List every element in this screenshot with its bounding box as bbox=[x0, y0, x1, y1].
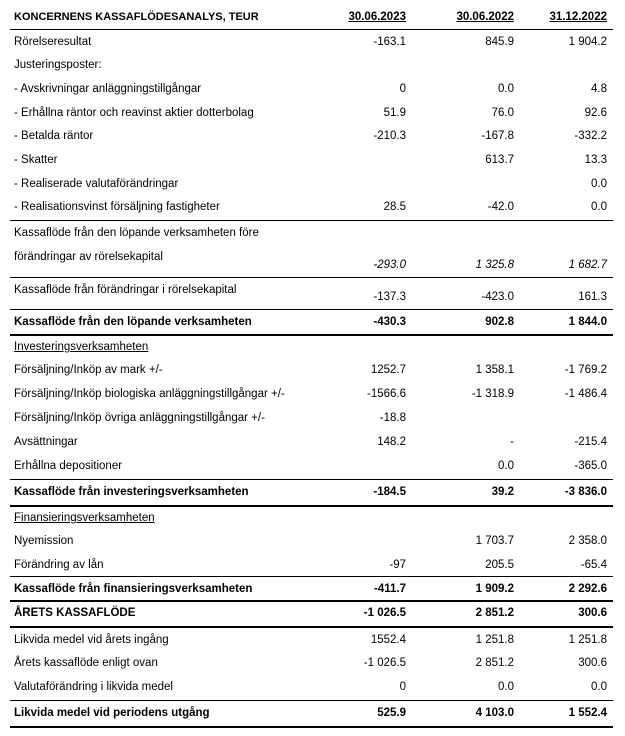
row-label: Kassaflöde från förändringar i rörelsekapital bbox=[14, 284, 237, 296]
value-2022-06: 205.5 bbox=[485, 559, 514, 571]
value-2023-06: 525.9 bbox=[377, 707, 406, 719]
column-header-2022-06: 30.06.2022 bbox=[456, 11, 514, 23]
value-2023-06: 51.9 bbox=[383, 107, 406, 119]
value-2023-06: -411.7 bbox=[374, 583, 406, 595]
value-2023-06: -210.3 bbox=[373, 130, 406, 142]
section-heading: Finansieringsverksamheten bbox=[14, 512, 155, 524]
value-2023-06: 0 bbox=[399, 83, 406, 95]
row-label: Kassaflöde från den löpande verksamheten före bbox=[14, 227, 259, 239]
table-row bbox=[10, 56, 613, 76]
value-2023-06: -163.1 bbox=[373, 36, 406, 48]
value-2023-06: -293.0 bbox=[373, 259, 406, 271]
row-divider bbox=[10, 277, 613, 278]
row-label: Försäljning/Inköp av mark +/- bbox=[14, 364, 163, 376]
value-2022-12: 300.6 bbox=[578, 657, 607, 669]
value-2023-06: -184.5 bbox=[373, 486, 406, 498]
row-label: Nyemission bbox=[14, 535, 74, 547]
value-2022-06: 2 851.2 bbox=[475, 657, 514, 669]
value-2022-06: 902.8 bbox=[485, 316, 514, 328]
value-2022-12: 4.8 bbox=[591, 83, 607, 95]
row-label: ÅRETS KASSAFLÖDE bbox=[14, 607, 136, 619]
table-row bbox=[10, 127, 613, 147]
value-2023-06: 28.5 bbox=[383, 201, 406, 213]
value-2022-06: 845.9 bbox=[485, 36, 514, 48]
row-label: Valutaförändring i likvida medel bbox=[14, 681, 173, 693]
value-2022-12: -65.4 bbox=[580, 559, 607, 571]
value-2022-06: 1 325.8 bbox=[475, 259, 514, 271]
row-divider bbox=[10, 700, 613, 701]
value-2022-12: 300.6 bbox=[578, 607, 607, 619]
subtotal-row bbox=[10, 248, 613, 271]
value-2022-06: 0.0 bbox=[498, 681, 514, 693]
value-2022-12: 0.0 bbox=[591, 201, 607, 213]
value-2022-12: 2 292.6 bbox=[568, 583, 607, 595]
table-row bbox=[10, 104, 613, 124]
row-label: Likvida medel vid årets ingång bbox=[14, 634, 169, 646]
table-row bbox=[10, 224, 613, 244]
section-heading-row bbox=[10, 338, 613, 358]
value-2022-12: 161.3 bbox=[578, 291, 607, 303]
total-row bbox=[10, 704, 613, 724]
value-2023-06: -1 026.5 bbox=[363, 607, 406, 619]
value-2022-12: -215.4 bbox=[574, 436, 607, 448]
section-heading: Investeringsverksamheten bbox=[14, 341, 149, 353]
value-2022-06: 1 358.1 bbox=[475, 364, 514, 376]
value-2022-06: 613.7 bbox=[485, 154, 514, 166]
column-header-2022-12: 31.12.2022 bbox=[549, 11, 607, 23]
value-2022-06: -1 318.9 bbox=[471, 388, 514, 400]
value-2023-06: -430.3 bbox=[373, 316, 406, 328]
value-2022-06: 1 703.7 bbox=[475, 535, 514, 547]
value-2022-12: 0.0 bbox=[591, 178, 607, 190]
row-label: Avsättningar bbox=[14, 436, 78, 448]
value-2022-06: -167.8 bbox=[481, 130, 514, 142]
table-row bbox=[10, 198, 613, 218]
table-title: KONCERNENS KASSAFLÖDESANALYS, TEUR bbox=[14, 11, 259, 23]
table-row bbox=[10, 80, 613, 100]
value-2022-12: -1 486.4 bbox=[564, 388, 607, 400]
value-2022-06: -42.0 bbox=[487, 201, 514, 213]
value-2022-12: 1 904.2 bbox=[568, 36, 607, 48]
value-2022-06: 39.2 bbox=[491, 486, 514, 498]
column-header-2023-06: 30.06.2023 bbox=[348, 11, 406, 23]
section-divider bbox=[10, 334, 613, 336]
table-row bbox=[10, 409, 613, 429]
value-2022-06: 2 851.2 bbox=[475, 607, 514, 619]
row-label: - Skatter bbox=[14, 154, 58, 166]
row-label: förändringar av rörelsekapital bbox=[14, 251, 163, 263]
value-2023-06: 1252.7 bbox=[370, 364, 406, 376]
value-2022-06: 0.0 bbox=[498, 460, 514, 472]
value-2022-12: -1 769.2 bbox=[564, 364, 607, 376]
value-2022-12: 13.3 bbox=[584, 154, 607, 166]
row-label: - Avskrivningar anläggningstillgångar bbox=[14, 83, 202, 95]
row-label: Försäljning/Inköp övriga anläggningstillgångar +/- bbox=[14, 412, 265, 424]
value-2022-06: 1 909.2 bbox=[475, 583, 514, 595]
value-2022-12: 92.6 bbox=[584, 107, 607, 119]
value-2022-12: -332.2 bbox=[574, 130, 607, 142]
value-2022-12: 2 358.0 bbox=[568, 535, 607, 547]
header-divider bbox=[10, 29, 613, 30]
value-2022-12: -3 836.0 bbox=[564, 486, 607, 498]
total-row bbox=[10, 483, 613, 503]
row-label: - Realisationsvinst försäljning fastigheter bbox=[14, 201, 220, 213]
table-row bbox=[10, 457, 613, 477]
section-divider bbox=[10, 600, 613, 602]
table-row bbox=[10, 151, 613, 171]
value-2022-06: - bbox=[510, 436, 514, 448]
value-2022-12: 1 844.0 bbox=[568, 316, 607, 328]
row-label: Kassaflöde från investeringsverksamheten bbox=[14, 486, 249, 498]
value-2023-06: -97 bbox=[389, 559, 406, 571]
table-row bbox=[10, 289, 613, 309]
row-label: Erhållna depositioner bbox=[14, 460, 123, 472]
row-label: - Realiserade valutaförändringar bbox=[14, 178, 179, 190]
table-row bbox=[10, 631, 613, 651]
row-label: Förändring av lån bbox=[14, 559, 104, 571]
row-label: Justeringsposter: bbox=[14, 59, 102, 71]
section-heading-row bbox=[10, 509, 613, 529]
table-row bbox=[10, 385, 613, 405]
total-row bbox=[10, 580, 613, 600]
row-label: - Betalda räntor bbox=[14, 130, 94, 142]
row-label: Kassaflöde från finansieringsverksamheten bbox=[14, 583, 253, 595]
row-label: Kassaflöde från den löpande verksamheten bbox=[14, 316, 252, 328]
table-row bbox=[10, 532, 613, 552]
total-row bbox=[10, 313, 613, 333]
value-2022-06: -423.0 bbox=[481, 291, 514, 303]
value-2023-06: 0 bbox=[399, 681, 406, 693]
section-divider bbox=[10, 505, 613, 507]
value-2022-12: 1 552.4 bbox=[568, 707, 607, 719]
table-row bbox=[10, 175, 613, 195]
value-2022-06: 76.0 bbox=[491, 107, 514, 119]
value-2023-06: -1 026.5 bbox=[363, 657, 406, 669]
row-label: Rörelseresultat bbox=[14, 36, 92, 48]
value-2023-06: 1552.4 bbox=[370, 634, 406, 646]
row-label: Årets kassaflöde enligt ovan bbox=[14, 657, 158, 669]
value-2022-06: 1 251.8 bbox=[475, 634, 514, 646]
value-2022-12: -365.0 bbox=[574, 460, 607, 472]
row-divider bbox=[10, 220, 613, 221]
table-bottom-border bbox=[10, 726, 613, 728]
row-divider bbox=[10, 576, 613, 577]
table-row bbox=[10, 33, 613, 53]
value-2022-06: 0.0 bbox=[498, 83, 514, 95]
section-divider bbox=[10, 626, 613, 628]
value-2022-12: 0.0 bbox=[591, 681, 607, 693]
table-row bbox=[10, 361, 613, 381]
row-label: Likvida medel vid periodens utgång bbox=[14, 707, 210, 719]
row-divider bbox=[10, 309, 613, 310]
header-row bbox=[10, 8, 613, 28]
total-row bbox=[10, 604, 613, 624]
value-2022-12: 1 251.8 bbox=[568, 634, 607, 646]
row-divider bbox=[10, 479, 613, 480]
table-row bbox=[10, 678, 613, 698]
row-label: Försäljning/Inköp biologiska anläggningstillgångar +/- bbox=[14, 388, 285, 400]
value-2022-06: 4 103.0 bbox=[475, 707, 514, 719]
row-label: - Erhållna räntor och reavinst aktier dotterbolag bbox=[14, 107, 254, 119]
value-2023-06: -1566.6 bbox=[366, 388, 406, 400]
value-2023-06: -18.8 bbox=[379, 412, 406, 424]
table-row bbox=[10, 556, 613, 576]
value-2023-06: 148.2 bbox=[377, 436, 406, 448]
value-2022-12: 1 682.7 bbox=[568, 259, 607, 271]
value-2023-06: -137.3 bbox=[373, 291, 406, 303]
table-row bbox=[10, 654, 613, 674]
table-row bbox=[10, 433, 613, 453]
